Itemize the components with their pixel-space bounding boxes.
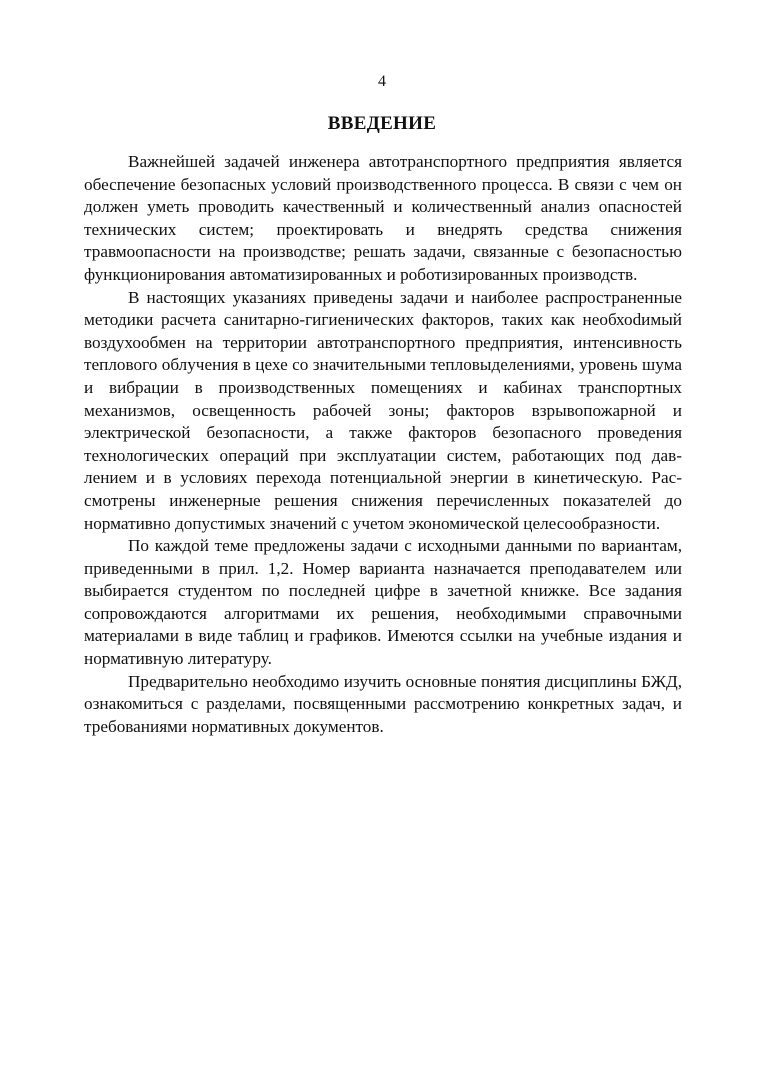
paragraph-2: В настоящих указаниях приведены задачи и наиболее распространенные методики расчета санитарно-гигиенических факторов, таких как необхоdимый воздухообмен на территории автотранспортного предприятия, интенсивность теплового облучения в цехе со значительными тепловыделениями, уровень шума и вибрации в производственных помещениях и кабинах транспортных механизмов, освещенность рабочей зоны; факторов взрывопожарной и электрической безопасности, а также факторов безопасного проведения технологических операций при эксплуатации систем, работающих под давлением и в условиях перехода потенциальной энергии в кинетическую. Рассмотрены инженерные решения снижения перечисленных показателей до нормативно допустимых значений с учетом экономической целесообразности. <box>84 287 682 533</box>
section-heading: ВВЕДЕНИЕ <box>327 113 437 134</box>
paragraph-4: Предварительно необходимо изучить основные понятия дисциплины БЖД, ознакомиться с разделами, посвященными рассмотрению конкретных задач, и требованиями нормативных документов. <box>84 671 682 736</box>
body-text <box>84 151 682 738</box>
paragraph-3: По каждой теме предложены задачи с исходными данными по вариантам, приведенными в прил. 1,2. Номер варианта назначается преподавателем или выбирается студентом по последней цифре в зачетной книжке. Все задания сопровождаются алгоритмами их решения, необходимыми справочными материалами в виде таблиц и графиков. Имеются ссылки на учебные издания и нормативную литературу. <box>84 536 682 669</box>
paragraph-1: Важнейшей задачей инженера автотранспортного предприятия является обеспечение безопасных условий производственного процесса. В связи с чем он должен уметь проводить качественный и количественный анализ опасностей технических систем; проектировать и внедрять средства снижения травмоопасности на производстве; решать задачи, связанные с безопасностью функционирования автоматизированных и роботизированных производств. <box>84 152 682 284</box>
page-number: 4 <box>378 73 386 90</box>
